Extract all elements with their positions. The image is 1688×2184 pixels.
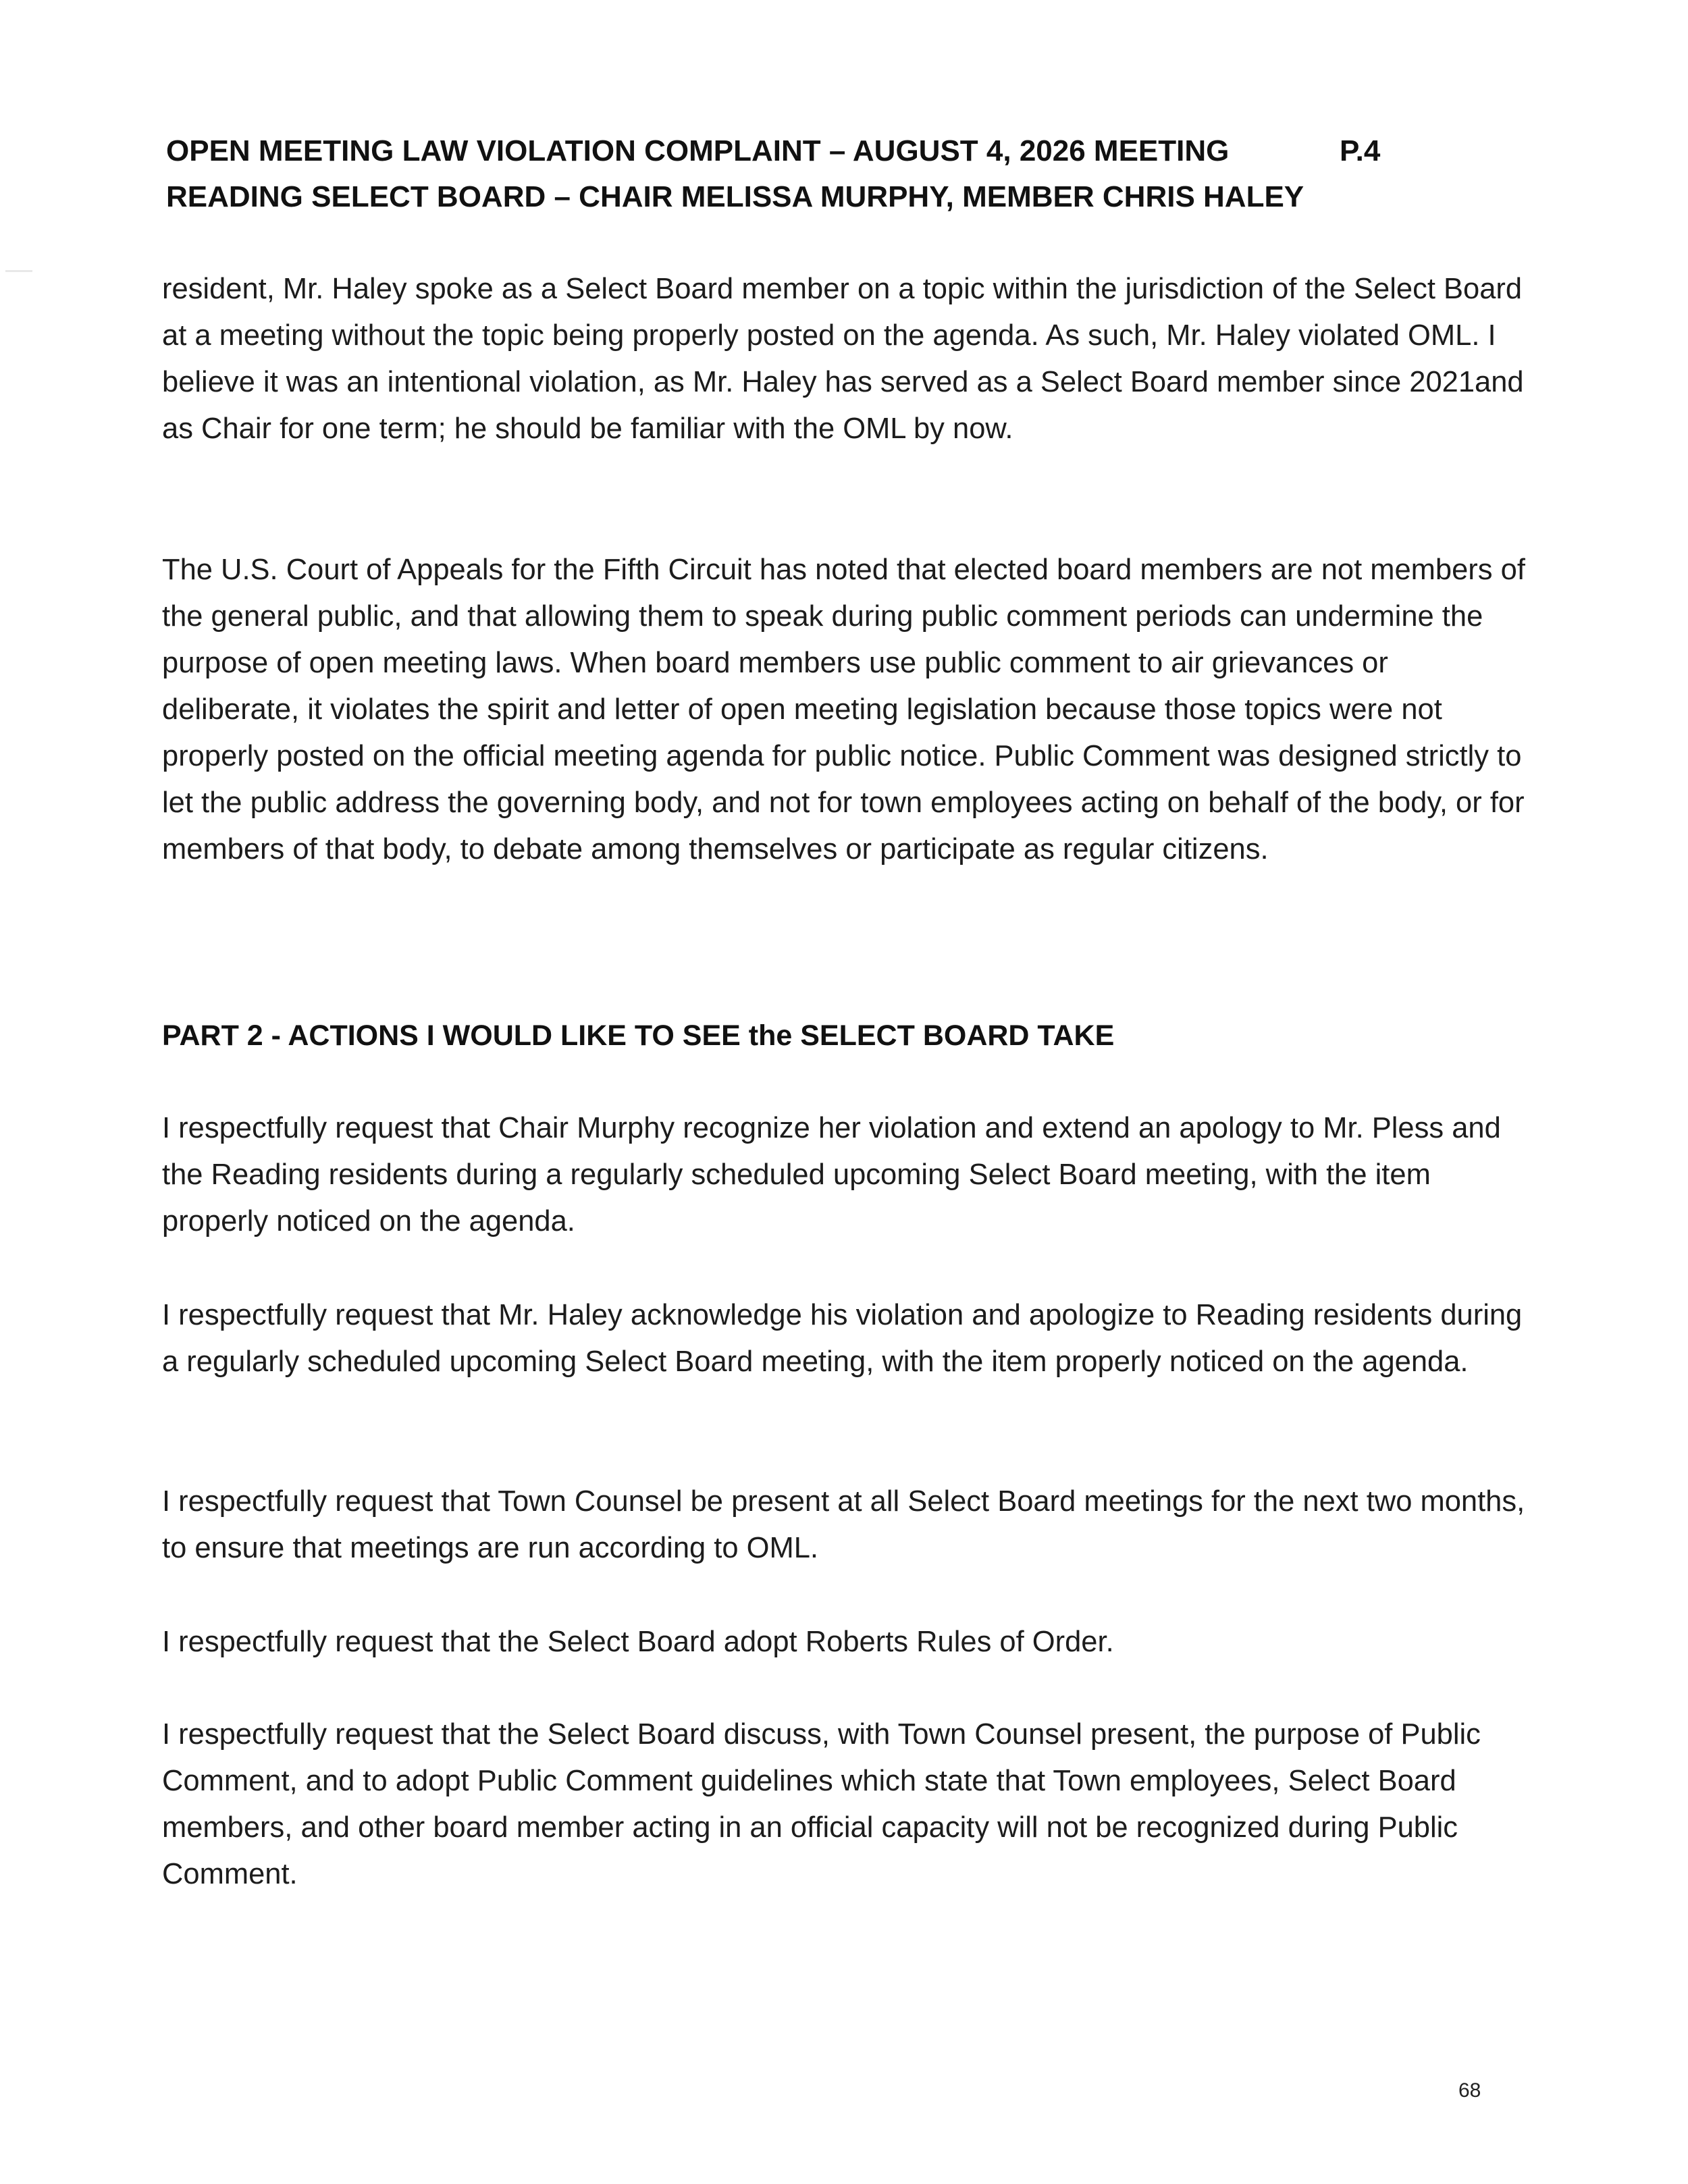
request-town-counsel: I respectfully request that Town Counsel be present at all Select Board meetings for the next two months, to ensure that meetings are run according to OML. (162, 1485, 1525, 1564)
document-header (166, 128, 1476, 220)
request-murphy-apology: I respectfully request that Chair Murphy recognize her violation and extend an apology to Mr. Pless and the Reading residents during a regularly scheduled upcoming Select Board meeting, with the item properly noticed on the agenda. (162, 1112, 1501, 1237)
request-roberts-rules: I respectfully request that the Select Board adopt Roberts Rules of Order. (162, 1626, 1114, 1658)
header-title-line (166, 128, 1476, 174)
paragraph-fifth-circuit: The U.S. Court of Appeals for the Fifth Circuit has noted that elected board members are not members of the general public, and that allowing them to speak during public comment periods can undermine the purpose of open meeting laws. When board members use public comment to air grievances or deliberate, it violates the spirit and letter of open meeting legislation because those topics were not properly posted on the official meeting agenda for public notice. Public Comment was designed strictly to let the public address the governing body, and not for town employees acting on behalf of the body, or for members of that body, to debate among themselves or participate as regular citizens. (162, 554, 1525, 865)
header-complaint-title: OPEN MEETING LAW VIOLATION COMPLAINT – AUGUST 4, 2026 MEETING (166, 134, 1230, 167)
paragraph-haley-violation: resident, Mr. Haley spoke as a Select Board member on a topic within the jurisdiction of the Select Board at a meeting without the topic being properly posted on the agenda. As such, Mr. Haley violated OML. I believe it was an intentional violation, as Mr. Haley has served as a Select Board member since 2021and as Chair for one term; he should be familiar with the OML by now. (162, 273, 1524, 445)
page-number: 68 (1458, 2079, 1481, 2102)
section-heading-part2: PART 2 - ACTIONS I WOULD LIKE TO SEE the SELECT BOARD TAKE (162, 1019, 1115, 1052)
header-page-ref: P.4 (1340, 134, 1381, 167)
scan-artifact (5, 270, 32, 272)
request-haley-apology: I respectfully request that Mr. Haley acknowledge his violation and apologize to Reading residents during a regularly scheduled upcoming Select Board meeting, with the item properly noticed on the agenda. (162, 1299, 1523, 1378)
header-board-line: READING SELECT BOARD – CHAIR MELISSA MURPHY, MEMBER CHRIS HALEY (166, 180, 1304, 213)
request-public-comment-guidelines: I respectfully request that the Select Board discuss, with Town Counsel present, the purpose of Public Comment, and to adopt Public Comment guidelines which state that Town employees, Select Board members, and other board member acting in an official capacity will not be recognized during Public Comment. (162, 1718, 1481, 1890)
